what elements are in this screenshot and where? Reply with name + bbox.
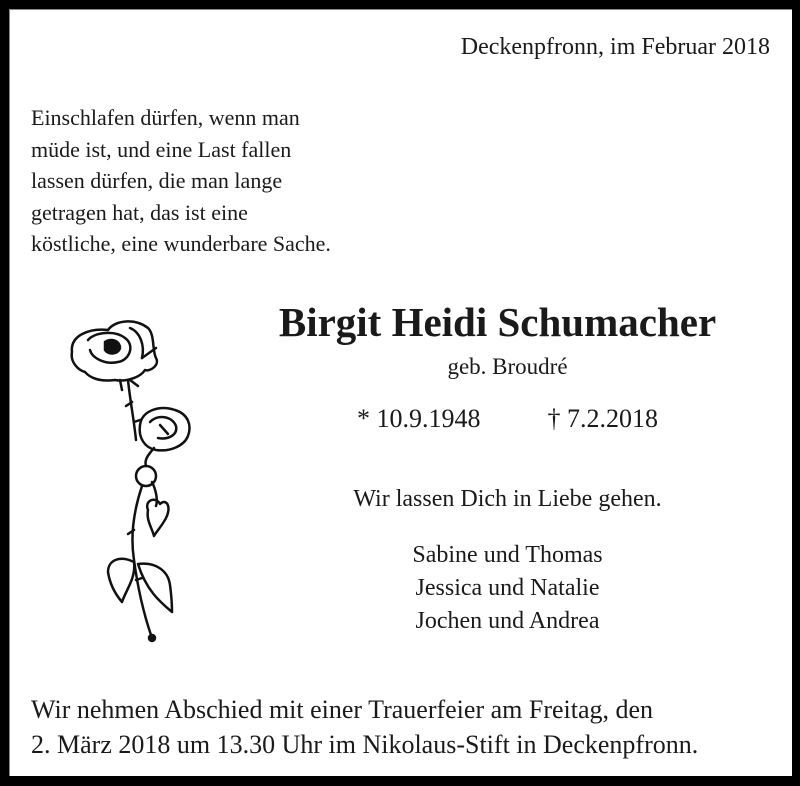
mourners-list xyxy=(240,539,775,638)
poem-line: getragen hat, das ist eine xyxy=(31,199,248,225)
ceremony-line: 2. März 2018 um 13.30 Uhr im Nikolaus-Stift in Deckenpfronn. xyxy=(31,730,699,759)
death-date: † 7.2.2018 xyxy=(547,404,658,433)
poem-line: Einschlafen dürfen, wenn man xyxy=(31,105,300,130)
mourner: Jessica und Natalie xyxy=(415,575,600,601)
obituary-notice xyxy=(9,9,792,776)
poem xyxy=(31,102,331,260)
birth-date: * 10.9.1948 xyxy=(357,404,481,433)
mourner: Sabine und Thomas xyxy=(412,542,603,568)
ceremony-line: Wir nehmen Abschied mit einer Trauerfeier am Freitag, den xyxy=(31,695,654,724)
poem-line: köstliche, eine wunderbare Sache. xyxy=(31,231,331,256)
maiden-name: geb. Broudré xyxy=(447,354,568,379)
place-date: Deckenpfronn, im Februar 2018 xyxy=(460,34,770,60)
life-dates xyxy=(240,404,775,434)
poem-line: lassen dürfen, die man lange xyxy=(31,168,283,193)
farewell-text: Wir lassen Dich in Liebe gehen. xyxy=(353,486,662,512)
poem-line: müde ist, und eine Last fallen xyxy=(31,136,292,162)
rose-icon xyxy=(60,310,210,650)
ceremony-info xyxy=(31,692,698,762)
mourner: Jochen und Andrea xyxy=(415,608,600,634)
deceased-name: Birgit Heidi Schumacher xyxy=(278,299,717,345)
